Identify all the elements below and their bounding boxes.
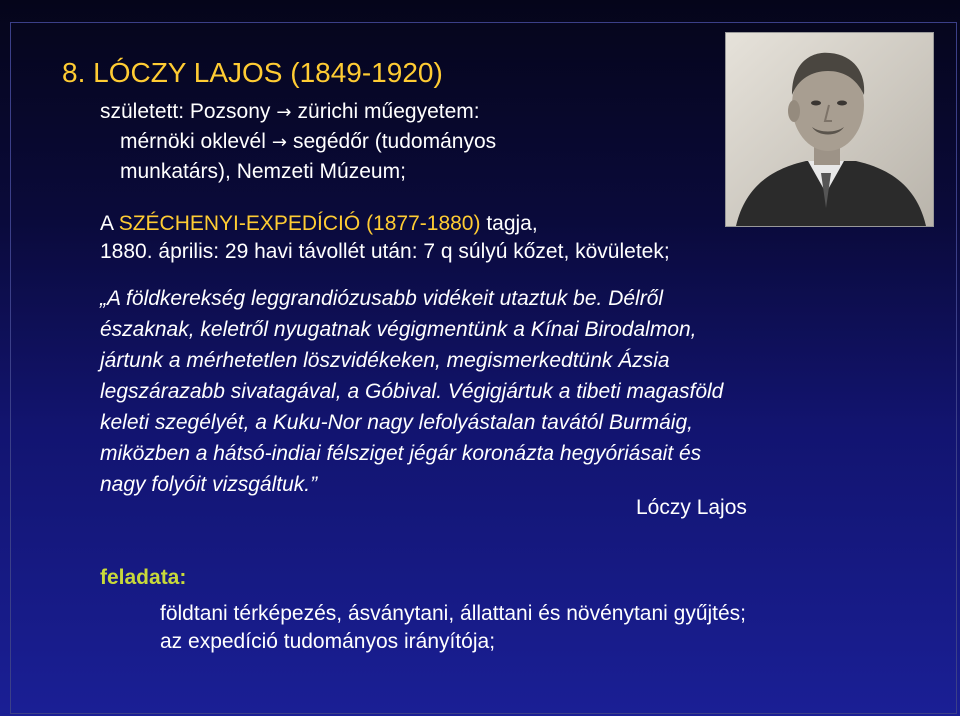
bio-position-text: segédőr (tudományos (293, 130, 497, 153)
slide-title: 8. LÓCZY LAJOS (1849-1920) (62, 57, 443, 88)
task-line-2: az expedíció tudományos irányítója; (160, 630, 496, 653)
expedition-name: SZÉCHENYI-EXPEDÍCIÓ (1877-1880) (118, 212, 481, 235)
expedition-line-2: 1880. április: 29 havi távollét után: 7 q súlyú kőzet, kövületek; (100, 240, 670, 263)
portrait-image (726, 33, 933, 226)
quote-line: keleti szegélyét, a Kuku-Nor nagy lefolyástalan tavától Burmáig, (100, 411, 693, 434)
portrait-photo (725, 32, 934, 227)
quote-block (100, 283, 910, 500)
bio-line-2 (120, 128, 496, 157)
bio-diploma-text: mérnöki oklevél (120, 130, 266, 153)
quote-line: jártunk a mérhetetlen löszvidékeken, megismerkedtünk Ázsia (100, 349, 670, 372)
expedition-line-1 (100, 210, 538, 238)
task-label: feladata: (100, 566, 187, 589)
right-arrow-icon: → (276, 102, 292, 123)
quote-line: nagy folyóit vizsgáltuk.” (100, 473, 318, 496)
bio-line-3: munkatárs), Nemzeti Múzeum; (120, 160, 406, 183)
expedition-suffix: tagja, (480, 212, 538, 235)
quote-line: miközben a hátsó-indiai félsziget jégár koronázta hegyóriásait és (100, 442, 702, 465)
bio-line-1 (100, 98, 480, 127)
expedition-prefix: A (100, 212, 119, 235)
quote-author: Lóczy Lajos (636, 496, 747, 519)
right-arrow-icon: → (271, 132, 287, 153)
quote-line: legszárazabb sivatagával, a Góbival. Végigjártuk a tibeti magasföld (100, 380, 724, 403)
quote-line: északnak, keletről nyugatnak végigmentünk a Kínai Birodalmon, (100, 318, 697, 341)
bio-university-text: zürichi műegyetem: (297, 100, 480, 123)
bio-birth-text: született: Pozsony (100, 100, 271, 123)
task-line-1: földtani térképezés, ásványtani, állattani és növénytani gyűjtés; (160, 602, 747, 625)
quote-line: „A földkerekség leggrandiózusabb vidékeit utaztuk be. Délről (100, 287, 664, 310)
